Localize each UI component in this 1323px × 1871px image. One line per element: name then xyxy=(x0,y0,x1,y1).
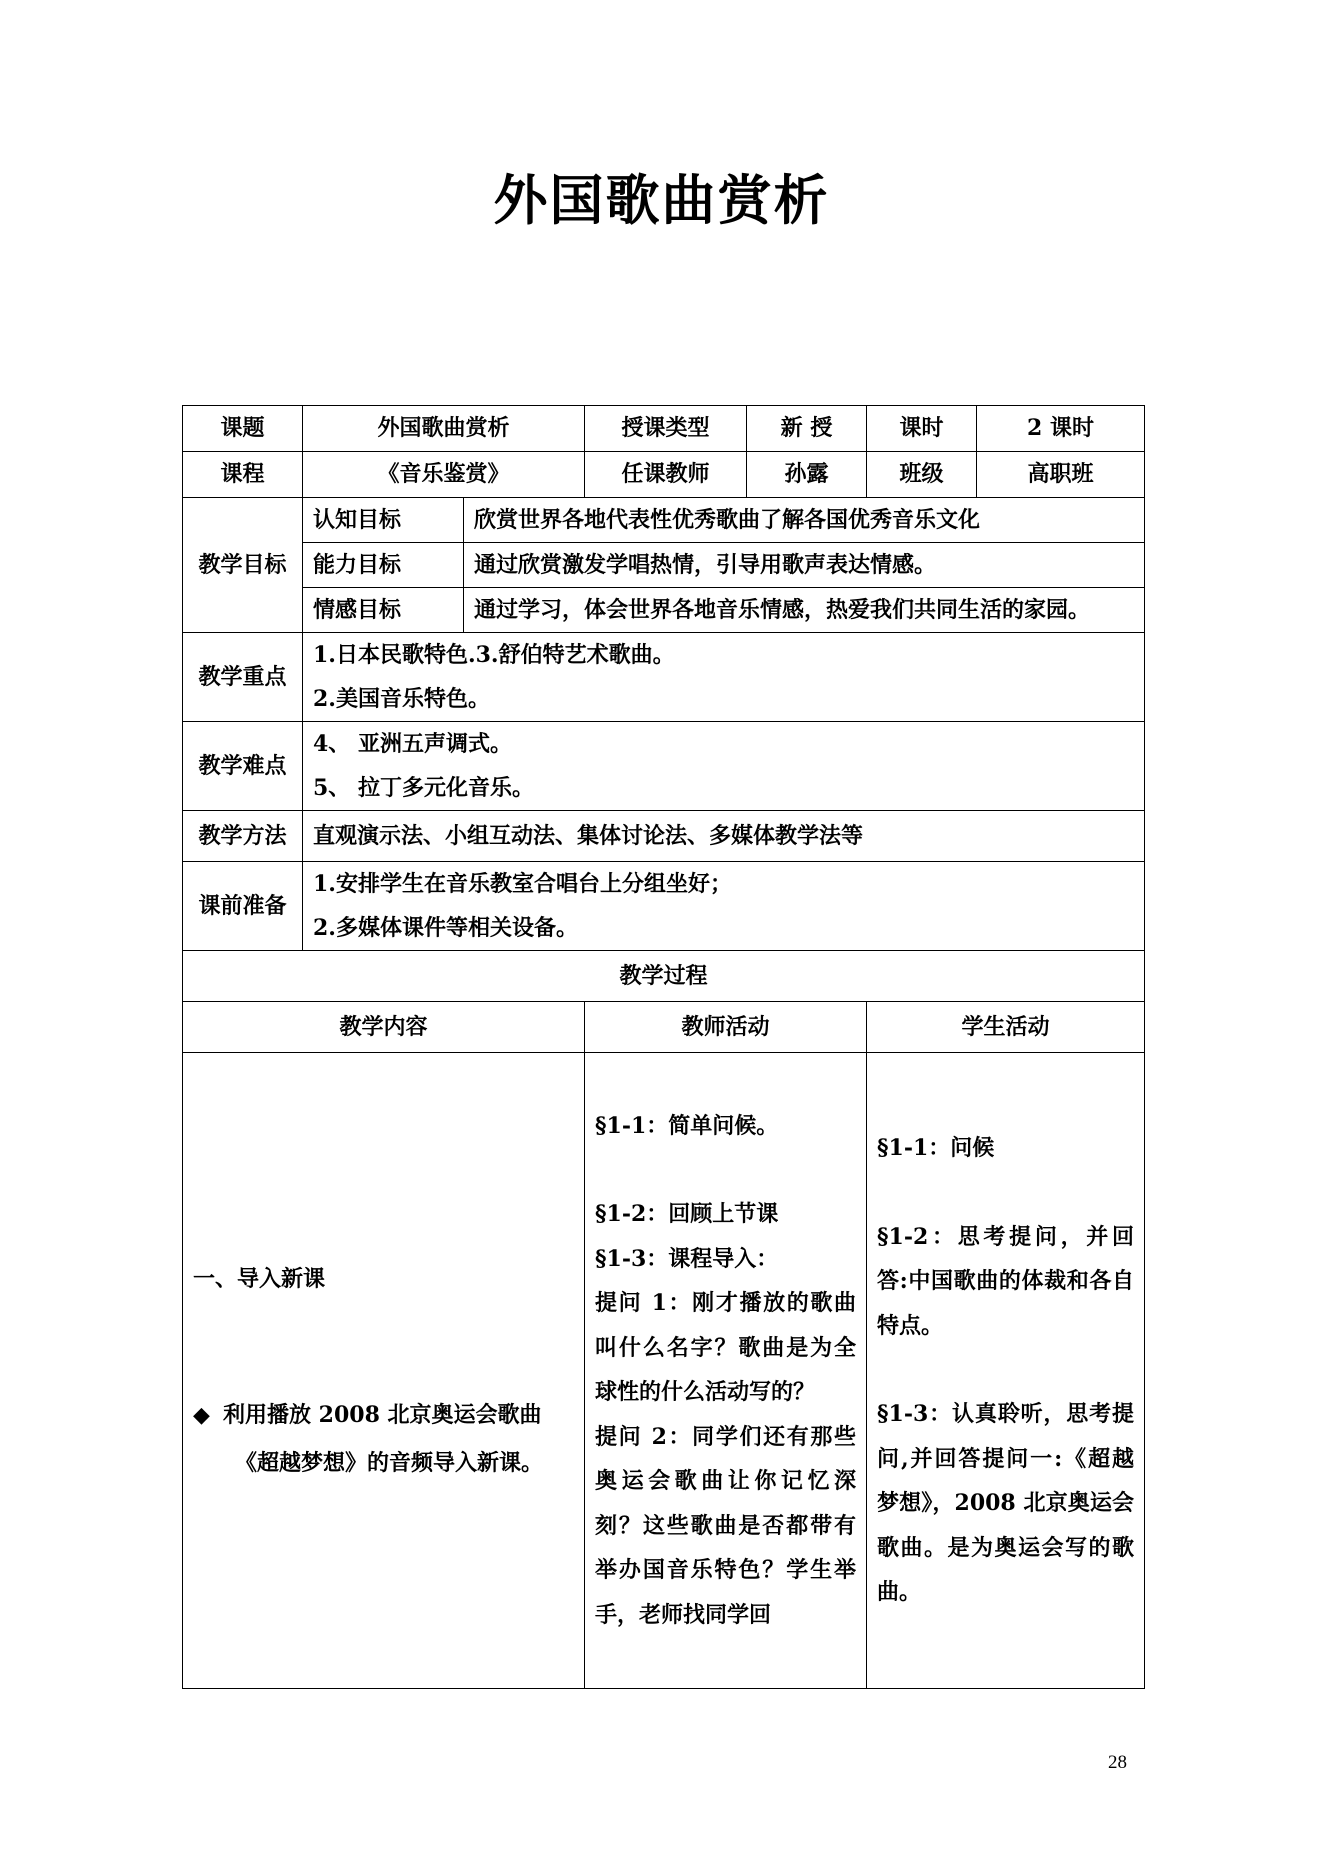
student-step: §1-1：问候 xyxy=(877,1135,995,1162)
key-point-line: 1.日本民歌特色.3.舒伯特艺术歌曲。 xyxy=(313,642,675,668)
preparation-line: 1.安排学生在音乐教室合唱台上分组坐好； xyxy=(313,871,732,897)
content-bullet-line: ◆ 利用播放 2008 北京奥运会歌曲 xyxy=(193,1391,574,1439)
teacher-activity-cell xyxy=(585,1053,867,1689)
teacher-step: §1-1：简单问候。 xyxy=(595,1112,779,1139)
topic-value: 外国歌曲赏析 xyxy=(303,406,585,452)
page-number: 28 xyxy=(1108,1752,1127,1773)
objective-row-2 xyxy=(183,543,1145,588)
teacher-step: §1-2：回顾上节课 xyxy=(595,1201,779,1228)
difficulty-line: 5、 拉丁多元化音乐。 xyxy=(313,775,534,801)
objective-name: 情感目标 xyxy=(303,588,464,633)
objective-text: 通过学习，体会世界各地音乐情感，热爱我们共同生活的家园。 xyxy=(464,588,1145,633)
header-row-1 xyxy=(183,406,1145,452)
student-step: §1-2：思考提问，并回答:中国歌曲的体裁和各自特点。 xyxy=(877,1223,1135,1339)
hours-label: 课时 xyxy=(867,406,977,452)
objectives-label: 教学目标 xyxy=(183,498,303,633)
lesson-plan-table xyxy=(182,405,1145,1689)
student-step: §1-3：认真聆听，思考提问,并回答提问一:《超越梦想》，2008 北京奥运会歌曲。是为奥运会写的歌曲。 xyxy=(877,1401,1135,1606)
key-points-row xyxy=(183,633,1145,722)
process-heading: 教学过程 xyxy=(183,951,1145,1002)
objective-row-1 xyxy=(183,498,1145,543)
objective-text: 欣赏世界各地代表性优秀歌曲了解各国优秀音乐文化 xyxy=(464,498,1145,543)
teacher-question: 提问 1：刚才播放的歌曲叫什么名字？歌曲是为全球性的什么活动写的？ xyxy=(595,1290,857,1406)
document-title: 外国歌曲赏析 xyxy=(493,169,830,232)
methods-text: 直观演示法、小组互动法、集体讨论法、多媒体教学法等 xyxy=(303,811,1145,862)
key-point-line: 2.美国音乐特色。 xyxy=(313,686,490,712)
content-cell xyxy=(183,1053,585,1689)
teacher-question: 提问 2：同学们还有那些奥运会歌曲让你记忆深刻？这些歌曲是否都带有举办国音乐特色？学生举手，老师找同学回 xyxy=(595,1423,857,1628)
class-value: 高职班 xyxy=(977,452,1145,498)
column-header-content: 教学内容 xyxy=(183,1002,585,1053)
process-heading-row xyxy=(183,951,1145,1002)
preparation-line: 2.多媒体课件等相关设备。 xyxy=(313,915,578,941)
process-body-row xyxy=(183,1053,1145,1689)
objective-name: 能力目标 xyxy=(303,543,464,588)
objective-text: 通过欣赏激发学唱热情，引导用歌声表达情感。 xyxy=(464,543,1145,588)
column-header-teacher: 教师活动 xyxy=(585,1002,867,1053)
preparation-row xyxy=(183,862,1145,951)
course-label: 课程 xyxy=(183,452,303,498)
content-line-2: 《超越梦想》的音频导入新课。 xyxy=(235,1449,544,1476)
section-title: 一、导入新课 xyxy=(193,1265,326,1292)
difficulties-row xyxy=(183,722,1145,811)
teacher-label: 任课教师 xyxy=(585,452,747,498)
type-value: 新 授 xyxy=(747,406,867,452)
teacher-value: 孙露 xyxy=(747,452,867,498)
process-columns-row xyxy=(183,1002,1145,1053)
student-activity-cell xyxy=(867,1053,1145,1689)
header-row-2 xyxy=(183,452,1145,498)
class-label: 班级 xyxy=(867,452,977,498)
methods-label: 教学方法 xyxy=(183,811,303,862)
diamond-bullet-icon: ◆ xyxy=(193,1401,210,1428)
objective-name: 认知目标 xyxy=(303,498,464,543)
difficulty-line: 4、 亚洲五声调式。 xyxy=(313,731,512,757)
hours-value: 2 课时 xyxy=(977,406,1145,452)
preparation-label: 课前准备 xyxy=(183,862,303,951)
difficulties-label: 教学难点 xyxy=(183,722,303,811)
topic-label: 课题 xyxy=(183,406,303,452)
teacher-step: §1-3：课程导入： xyxy=(595,1245,779,1272)
key-points-label: 教学重点 xyxy=(183,633,303,722)
course-value: 《音乐鉴赏》 xyxy=(303,452,585,498)
column-header-student: 学生活动 xyxy=(867,1002,1145,1053)
objective-row-3 xyxy=(183,588,1145,633)
type-label: 授课类型 xyxy=(585,406,747,452)
methods-row xyxy=(183,811,1145,862)
